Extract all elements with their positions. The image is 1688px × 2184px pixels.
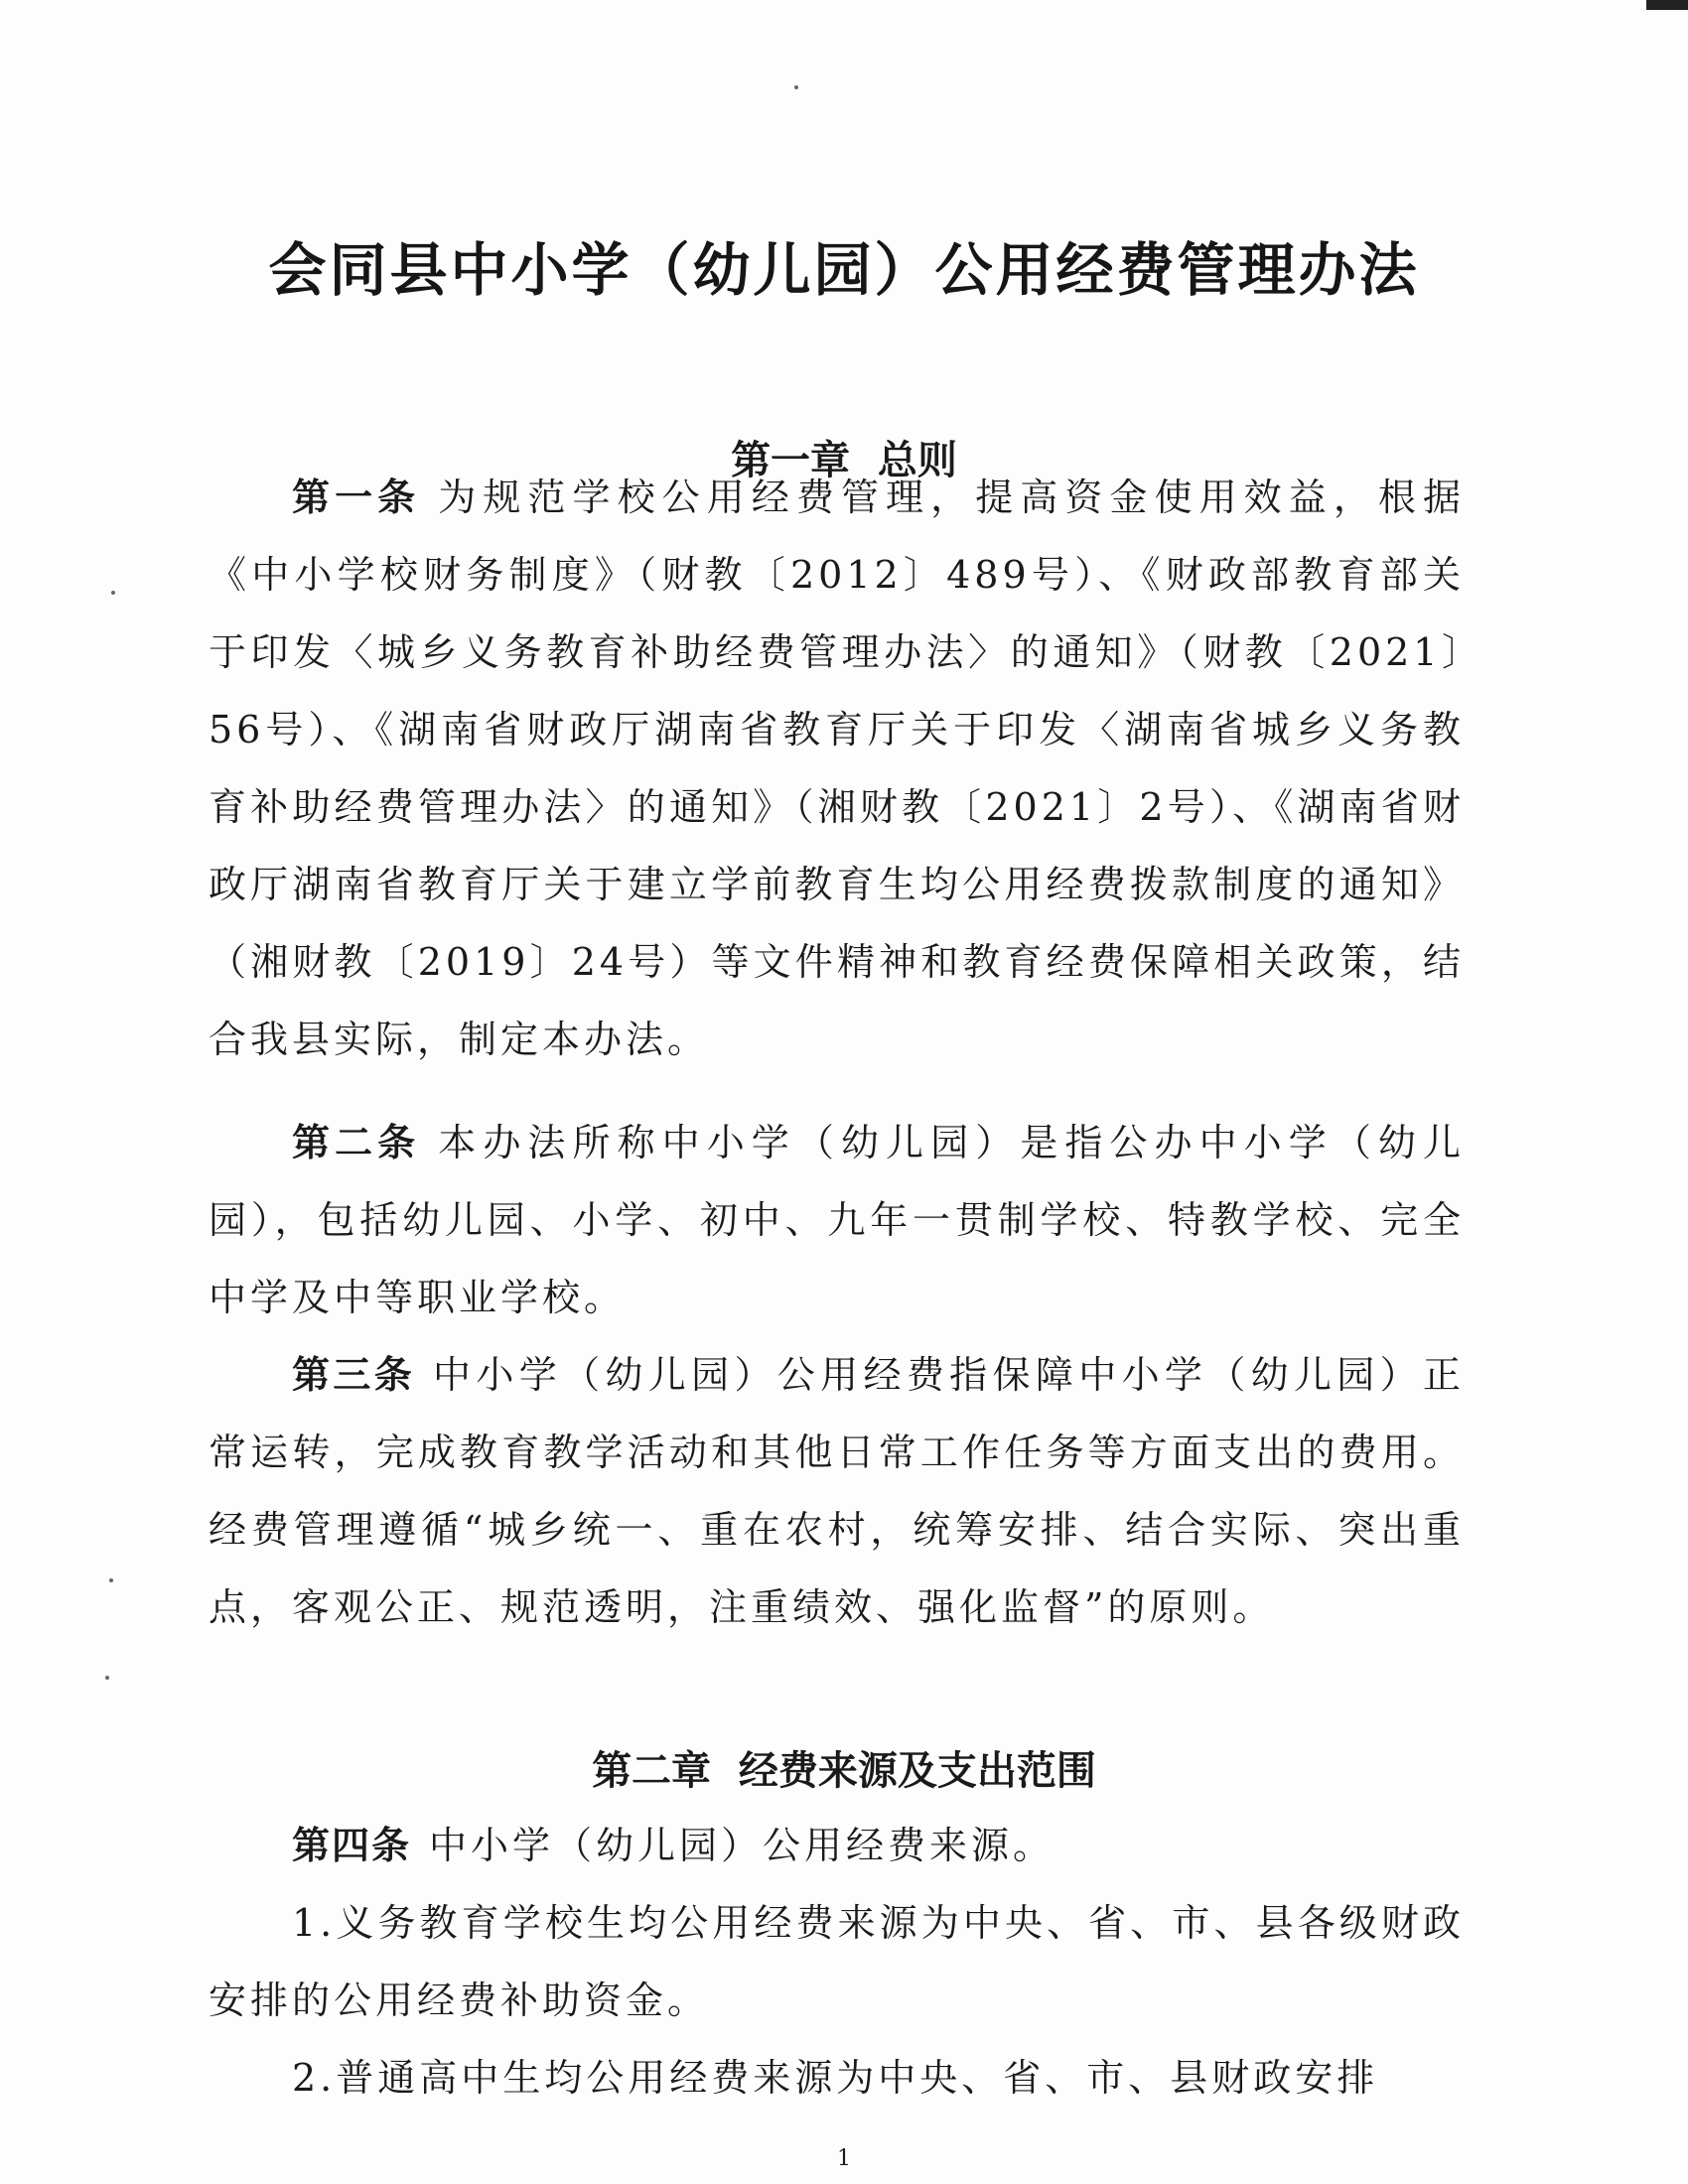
article-text: 中小学（幼儿园）公用经费指保障中小学（幼儿园）正常运转，完成教育教学活动和其他日常工作任务等方面支出的费用。经费管理遵循“城乡统一、重在农村，统筹安排、结合实际、突出重点，客观公正、规范透明，注重绩效、强化监督”的原则。 xyxy=(209,1353,1465,1629)
scan-speck xyxy=(105,1676,109,1680)
article-paragraph xyxy=(209,1807,1465,1884)
article-label: 第三条 xyxy=(292,1353,416,1397)
article-paragraph xyxy=(209,1336,1465,1646)
article-label: 第一条 xyxy=(292,476,421,519)
article-text: 中小学（幼儿园）公用经费来源。 xyxy=(429,1824,1055,1867)
article-text: 为规范学校公用经费管理，提高资金使用效益，根据《中小学校财务制度》（财教〔2012〕489号）、《财政部教育部关于印发〈城乡义务教育补助经费管理办法〉的通知》（财教〔2021〕56号）、《湖南省财政厅湖南省教育厅关于印发〈湖南省城乡义务教育补助经费管理办法〉的通知》（湘财教〔2021〕2号）、《湖南省财政厅湖南省教育厅关于建立学前教育生均公用经费拨款制度的通知》（湘财教〔2019〕24号）等文件精神和教育经费保障相关政策，结合我县实际，制定本办法。 xyxy=(209,476,1465,1061)
numbered-item: 1.义务教育学校生均公用经费来源为中央、省、市、县各级财政安排的公用经费补助资金。 xyxy=(209,1901,1465,2022)
article-label: 第二条 xyxy=(292,1121,421,1164)
scan-speck xyxy=(111,591,115,595)
article-paragraph xyxy=(209,459,1465,1078)
chapter-heading: 第一章 总则 xyxy=(731,438,957,483)
numbered-item: 2.普通高中生均公用经费来源为中央、省、市、县财政安排 xyxy=(292,2056,1379,2100)
chapter-heading: 第二章 经费来源及支出范围 xyxy=(592,1748,1096,1794)
page-number: 1 xyxy=(837,2146,851,2171)
scan-corner-mark xyxy=(1646,0,1688,10)
article-text: 本办法所称中小学（幼儿园）是指公办中小学（幼儿园），包括幼儿园、小学、初中、九年一贯制学校、特教学校、完全中学及中等职业学校。 xyxy=(209,1121,1465,1319)
document-title: 会同县中小学（幼儿园）公用经费管理办法 xyxy=(268,236,1420,304)
scan-speck xyxy=(794,85,798,89)
article-paragraph xyxy=(209,1104,1465,1336)
article-label: 第四条 xyxy=(292,1824,412,1867)
scan-speck xyxy=(109,1578,113,1582)
